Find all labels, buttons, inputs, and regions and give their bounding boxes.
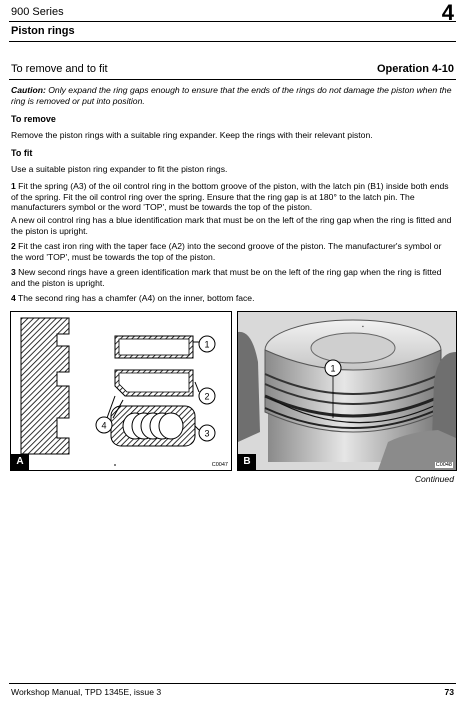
fit-note-blue-mark: [11, 215, 454, 236]
operation-divider: [9, 79, 456, 80]
svg-text:▪: ▪: [362, 324, 364, 330]
header-divider: [9, 21, 456, 22]
fit-step-3: [11, 267, 454, 288]
piston-wall-section: [21, 318, 69, 454]
note-text: A new oil control ring has a blue identification mark that must be on the left of the ring gap when the ring is fitted and the piston is upright.: [11, 215, 452, 236]
fit-heading: To fit: [11, 148, 33, 158]
figure-b-badge: B: [238, 454, 256, 470]
callout-1: 1: [204, 339, 210, 350]
page-number: 73: [444, 687, 454, 697]
step-text: The second ring has a chamfer (A4) on the inner, bottom face.: [15, 293, 255, 303]
step-number: 3: [11, 267, 16, 277]
operation-number: Operation 4-10: [376, 63, 454, 75]
caution-label: Caution:: [11, 85, 46, 95]
chapter-number: 4: [441, 0, 454, 25]
operation-title: To remove and to fit: [11, 63, 108, 75]
figure-b-piston-photo: [237, 311, 457, 471]
step-number: 4: [11, 293, 16, 303]
remove-text: Remove the piston rings with a suitable ring expander. Keep the rings with their relevant piston.: [11, 130, 373, 140]
step-number: 2: [11, 241, 16, 251]
callout-2: 2: [204, 391, 210, 402]
manual-reference: Workshop Manual, TPD 1345E, issue 3: [11, 687, 162, 697]
callout-4: 4: [101, 420, 107, 431]
fit-intro: Use a suitable piston ring expander to fit the piston rings.: [11, 164, 228, 174]
figure-a-ring-section: [10, 311, 232, 471]
footer-divider: [9, 683, 456, 684]
header-divider-bottom: [9, 41, 456, 42]
fit-step-1: [11, 181, 454, 213]
figure-b-code: C0048: [435, 462, 452, 468]
remove-heading: To remove: [11, 114, 56, 124]
callout-3: 3: [204, 428, 210, 439]
fit-step-2: [11, 241, 454, 262]
fit-step-4: [11, 293, 454, 304]
section-title: Piston rings: [11, 25, 75, 37]
series-label: 900 Series: [11, 6, 64, 18]
caution-paragraph: [11, 85, 454, 106]
callout-1: 1: [330, 363, 336, 374]
step-text: Fit the cast iron ring with the taper face (A2) into the second groove of the piston. The manufacturer's symbol or the word 'TOP', must be towards the top of the piston.: [11, 241, 442, 262]
continued-label: Continued: [414, 474, 454, 484]
oil-control-spring: [111, 406, 195, 446]
step-text: Fit the spring (A3) of the oil control ring in the bottom groove of the piston, with the latch pin (B1) inside both ends of the spring. Fit the oil control ring over the spring. Ensure that the ring gap is at 180° to the latch pin. The manufacturers symbol or the word 'TOP', must be towards the top of the piston.: [11, 181, 449, 213]
caution-text: Only expand the ring gaps enough to ensure that the ends of the rings do not damage the piston when the ring is removed or put into position.: [11, 85, 452, 106]
piston-photo-drawing: [238, 312, 456, 470]
ring-section-drawing: [11, 312, 231, 470]
figure-a-badge: A: [11, 454, 29, 470]
figure-a-code: C0047: [211, 462, 228, 468]
step-text: New second rings have a green identification mark that must be on the left of the ring gap when the ring is fitted and the piston is upright.: [11, 267, 442, 288]
step-number: 1: [11, 181, 16, 191]
